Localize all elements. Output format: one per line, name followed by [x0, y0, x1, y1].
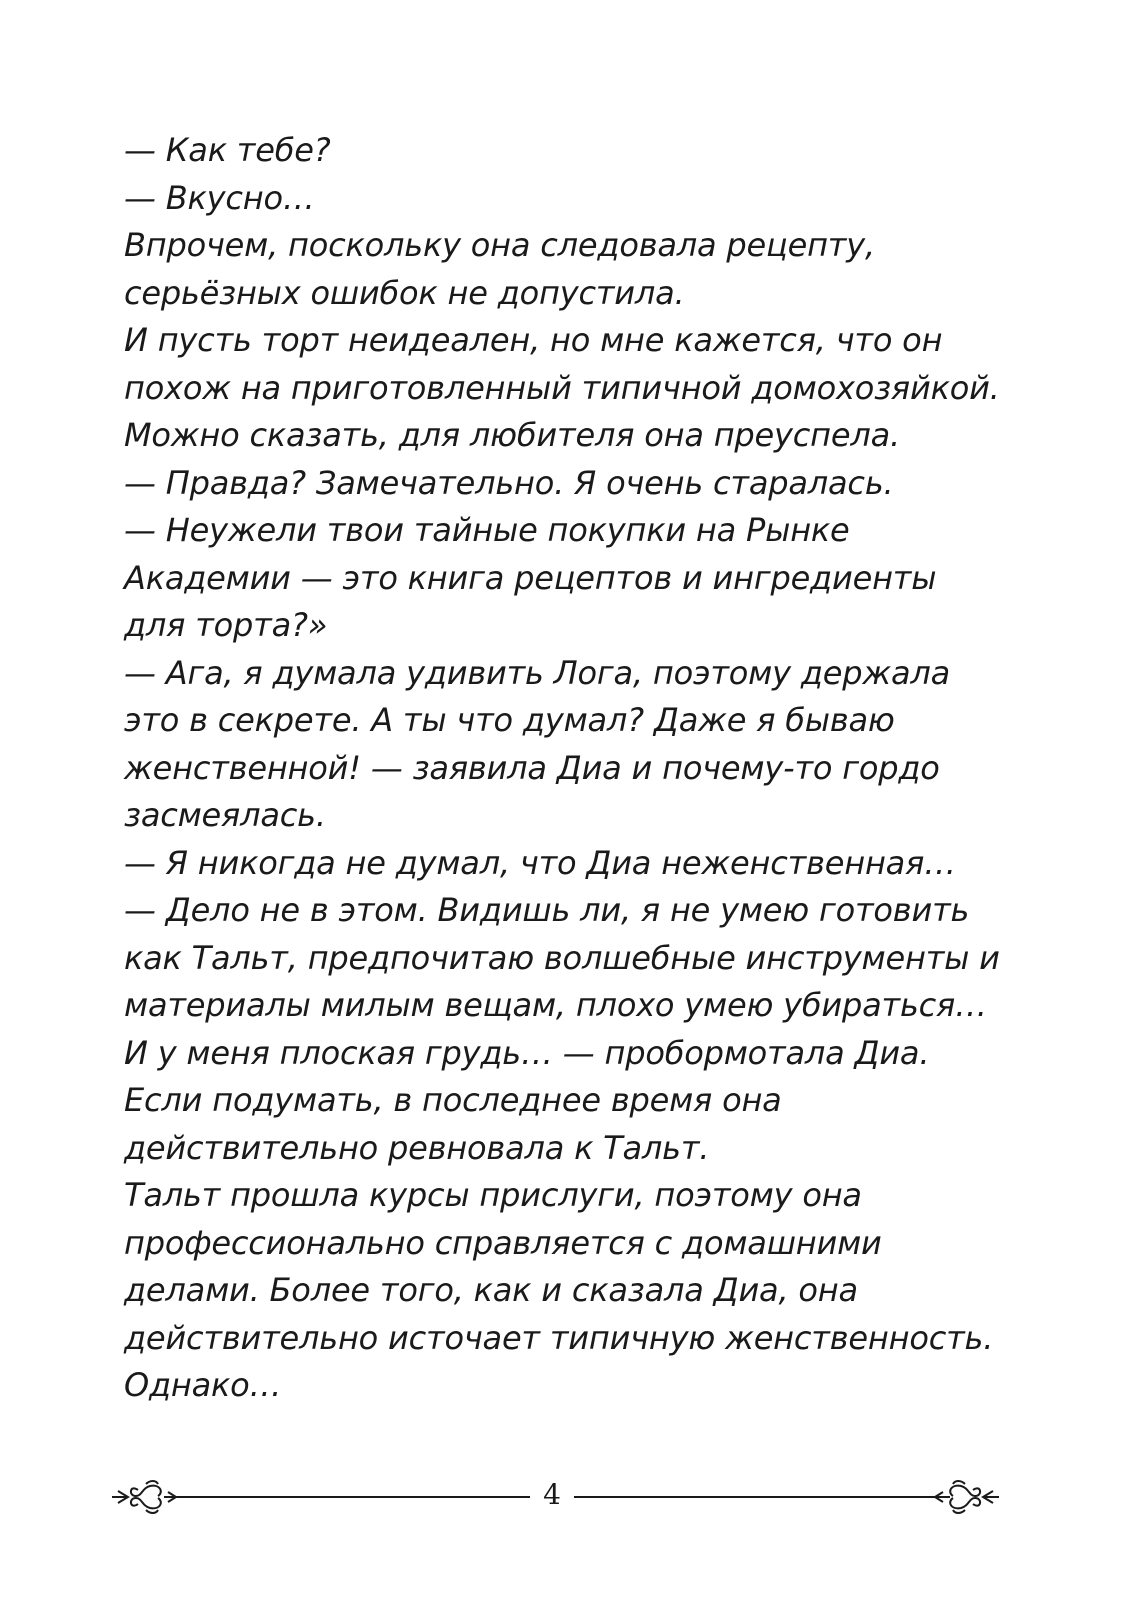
text-line: похож на приготовленный типичной домохозяйкой. [124, 368, 1000, 407]
text-line: — Ага, я думала удивить Лога, поэтому держала [124, 653, 951, 692]
text-line: — Я никогда не думал, что Диа неженственная… [124, 843, 956, 882]
text-line: — Вкусно… [124, 178, 315, 217]
text-line: серьёзных ошибок не допустила. [124, 273, 685, 312]
text-line: для торта?» [124, 606, 328, 644]
text-line: как Тальт, предпочитаю волшебные инструменты и [124, 938, 1000, 977]
text-line: — Неужели твои тайные покупки на Рынке [124, 511, 850, 549]
text-line: действительно ревновала к Тальт. [124, 1128, 710, 1167]
text-line: это в секрете. А ты что думал? Даже я бываю [124, 701, 895, 739]
text-line: засмеялась. [124, 796, 326, 834]
text-line: женственной! — заявила Диа и почему-то гордо [124, 748, 940, 787]
text-line: — Правда? Замечательно. Я очень старалась. [124, 463, 894, 502]
text-line: И у меня плоская грудь… — пробормотала Диа. [124, 1033, 930, 1072]
scroll-ornament-icon [935, 1481, 999, 1513]
text-line: профессионально справляется с домашними [124, 1223, 882, 1262]
scroll-ornament-icon [112, 1481, 176, 1513]
text-line: — Как тебе? [124, 131, 331, 169]
text-line: делами. Более того, как и сказала Диа, она [124, 1271, 858, 1309]
page-number: 4 [532, 1478, 572, 1511]
body-text [124, 127, 1024, 1410]
text-line: действительно источает типичную женственность. [124, 1318, 994, 1357]
text-line: Если подумать, в последнее время она [124, 1081, 782, 1119]
text-line: И пусть торт неидеален, но мне кажется, что он [124, 321, 943, 359]
text-line: материалы милым вещам, плохо умею убираться… [124, 986, 987, 1024]
text-line: Тальт прошла курсы прислуги, поэтому она [124, 1176, 862, 1214]
text-line: Можно сказать, для любителя она преуспела. [124, 416, 900, 454]
text-line: — Дело не в этом. Видишь ли, я не умею готовить [124, 891, 970, 929]
text-line: Академии — это книга рецептов и ингредиенты [124, 558, 937, 597]
text-line: Впрочем, поскольку она следовала рецепту, [124, 226, 875, 264]
page-footer [0, 1470, 1125, 1530]
text-line: Однако… [124, 1366, 282, 1404]
